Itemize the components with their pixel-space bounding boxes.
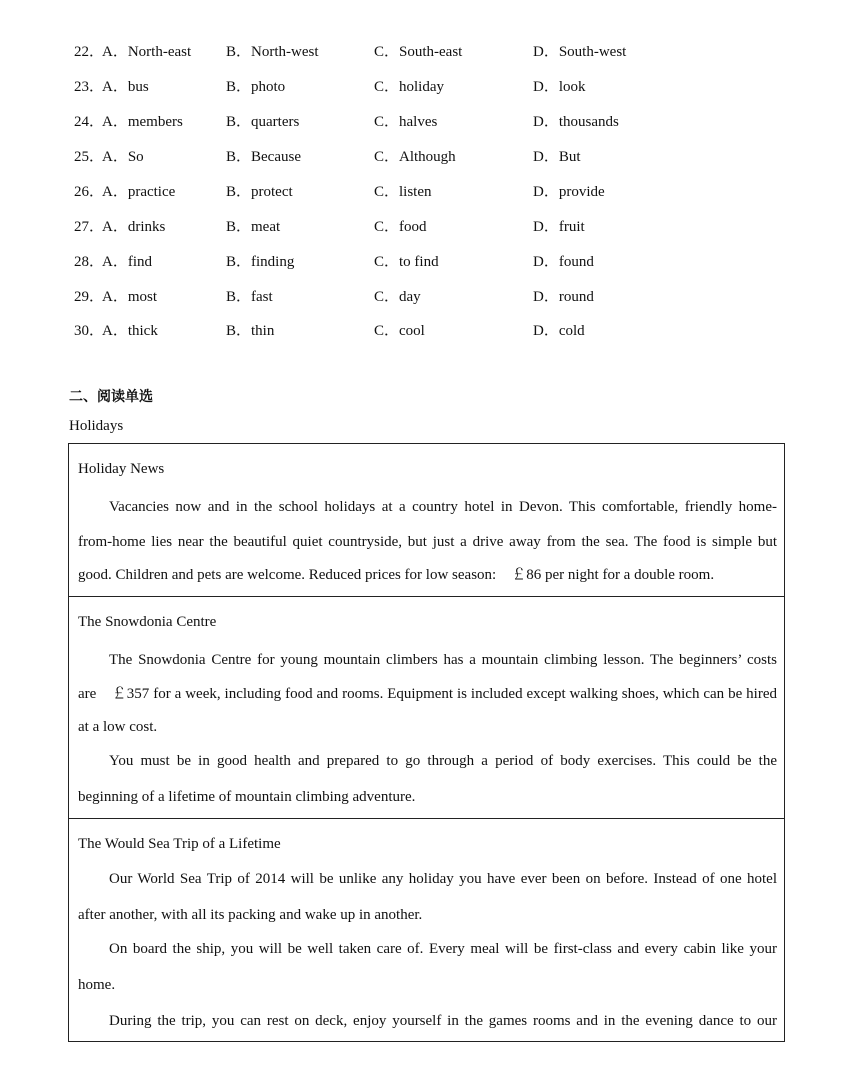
- option-d: D．thousands: [533, 114, 619, 130]
- option-a: A．bus: [102, 79, 149, 95]
- option-b: B．photo: [226, 79, 286, 95]
- option-b: B．thin: [226, 323, 275, 339]
- text-line: are ￡357 for a week, including food and rooms. Equipment is included except walking shoes, which can be hired: [78, 686, 777, 702]
- option-b: B．finding: [226, 254, 295, 270]
- question-row: [0, 320, 860, 342]
- option-d: D．But: [533, 149, 581, 165]
- question-row: [0, 181, 860, 203]
- question-row: [0, 286, 860, 308]
- text-line: from-home lies near the beautiful quiet countryside, but just a drive away from the sea. The food is simple but: [78, 534, 777, 550]
- question-number: 28．: [74, 254, 105, 270]
- question-row: [0, 216, 860, 238]
- option-a: A．find: [102, 254, 152, 270]
- box-title: The Snowdonia Centre: [78, 614, 217, 630]
- question-number: 23．: [74, 79, 105, 95]
- ad-box-holiday-news: [68, 443, 785, 597]
- question-number: 24．: [74, 114, 105, 130]
- option-d: D．found: [533, 254, 594, 270]
- box-title: Holiday News: [78, 461, 165, 477]
- option-c: C．holiday: [374, 79, 444, 95]
- question-row: [0, 41, 860, 63]
- question-number: 26．: [74, 184, 105, 200]
- text-line: Our World Sea Trip of 2014 will be unlike any holiday you have ever been on before. Instead of one hotel: [109, 871, 777, 887]
- text-line: You must be in good health and prepared to go through a period of body exercises. This could be the: [109, 753, 777, 769]
- option-a: A．most: [102, 289, 158, 305]
- option-b: B．protect: [226, 184, 293, 200]
- question-row: [0, 76, 860, 98]
- ad-box-sea-trip: [68, 818, 785, 1042]
- option-a: A．So: [102, 149, 144, 165]
- question-number: 29．: [74, 289, 105, 305]
- option-a: A．North-east: [102, 44, 192, 60]
- option-b: B．North-west: [226, 44, 319, 60]
- text-line: beginning of a lifetime of mountain climbing adventure.: [78, 789, 416, 805]
- text-line: On board the ship, you will be well taken care of. Every meal will be first-class and every cabin like your: [109, 941, 777, 957]
- option-c: C．day: [374, 289, 421, 305]
- option-a: A．thick: [102, 323, 158, 339]
- text-line: after another, with all its packing and wake up in another.: [78, 907, 423, 923]
- option-d: D．provide: [533, 184, 605, 200]
- question-number: 27．: [74, 219, 105, 235]
- section-heading: 二、阅读单选: [69, 389, 153, 405]
- option-d: D．round: [533, 289, 594, 305]
- option-b: B．meat: [226, 219, 281, 235]
- question-row: [0, 146, 860, 168]
- question-number: 30．: [74, 323, 105, 339]
- option-c: C．to find: [374, 254, 439, 270]
- option-b: B．quarters: [226, 114, 300, 130]
- option-d: D．South-west: [533, 44, 627, 60]
- option-c: C．halves: [374, 114, 438, 130]
- option-a: A．practice: [102, 184, 176, 200]
- box-title: The Would Sea Trip of a Lifetime: [78, 836, 281, 852]
- text-line: The Snowdonia Centre for young mountain climbers has a mountain climbing lesson. The beginners’ costs: [109, 652, 777, 668]
- option-c: C．Although: [374, 149, 456, 165]
- text-line: at a low cost.: [78, 719, 158, 735]
- option-c: C．cool: [374, 323, 425, 339]
- option-c: C．listen: [374, 184, 432, 200]
- question-row: [0, 251, 860, 273]
- option-c: C．food: [374, 219, 427, 235]
- text-line: During the trip, you can rest on deck, enjoy yourself in the games rooms and in the evening dance to our: [109, 1013, 777, 1029]
- text-line: good. Children and pets are welcome. Reduced prices for low season: ￡86 per night for a double room.: [78, 567, 715, 583]
- question-row: [0, 111, 860, 133]
- text-line: Vacancies now and in the school holidays at a country hotel in Devon. This comfortable, friendly home-: [109, 499, 777, 515]
- option-b: B．fast: [226, 289, 273, 305]
- option-d: D．look: [533, 79, 586, 95]
- text-line: home.: [78, 977, 116, 993]
- option-d: D．fruit: [533, 219, 585, 235]
- question-number: 22．: [74, 44, 105, 60]
- option-b: B．Because: [226, 149, 301, 165]
- question-number: 25．: [74, 149, 105, 165]
- ad-box-snowdonia-centre: [68, 596, 785, 819]
- option-a: A．drinks: [102, 219, 166, 235]
- option-d: D．cold: [533, 323, 585, 339]
- option-c: C．South-east: [374, 44, 463, 60]
- passage-title: Holidays: [69, 418, 124, 434]
- option-a: A．members: [102, 114, 183, 130]
